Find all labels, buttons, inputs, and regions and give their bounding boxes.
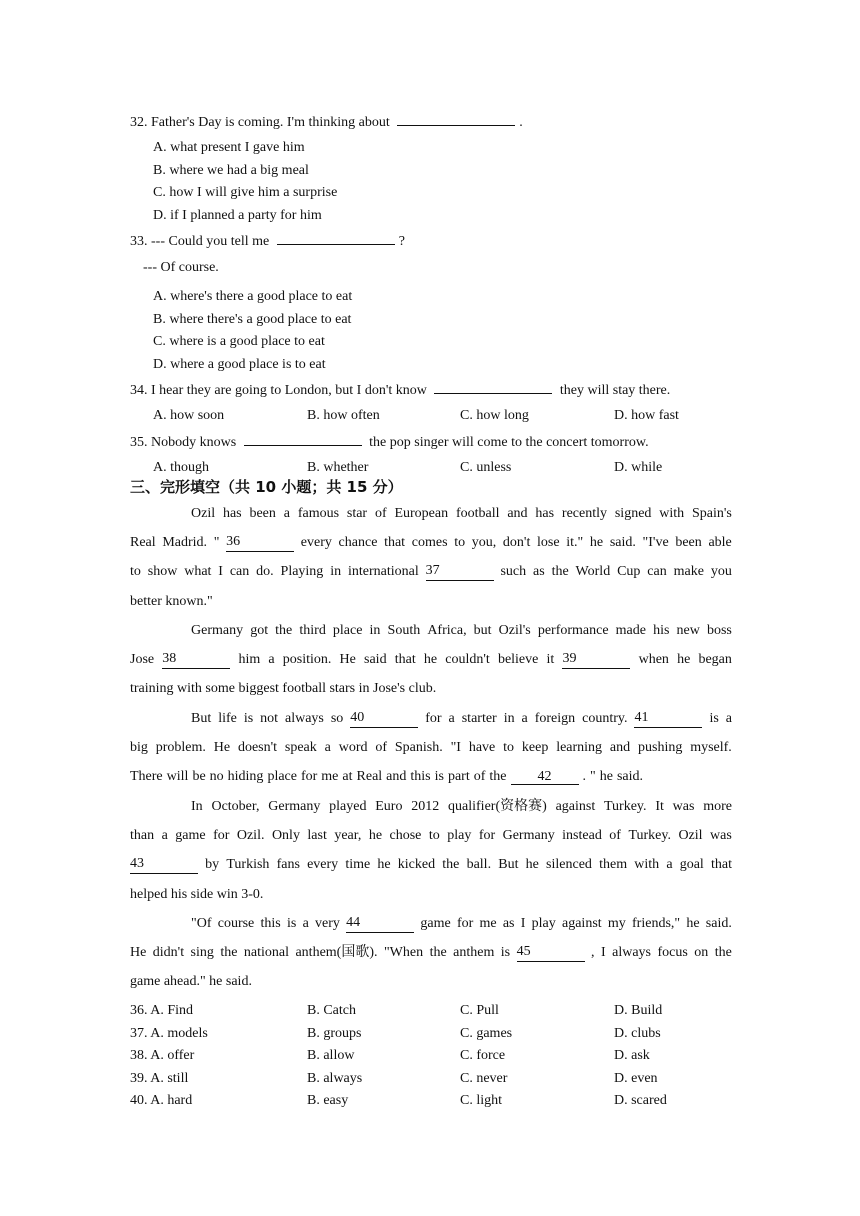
passage-word: play bbox=[447, 828, 472, 844]
passage-word: third bbox=[299, 623, 326, 638]
passage-line bbox=[130, 739, 732, 757]
question-text: Nobody knows bbox=[151, 435, 237, 450]
passage-word: show bbox=[147, 564, 178, 580]
question-33-stem bbox=[130, 230, 405, 251]
passage-word: very bbox=[315, 916, 340, 931]
passage-word: learning bbox=[556, 740, 603, 756]
passage-word: with bbox=[634, 857, 660, 873]
passage-word: he bbox=[377, 857, 391, 873]
passage-word: do. bbox=[256, 564, 274, 580]
passage-word: he bbox=[525, 857, 539, 873]
passage-word: Jose bbox=[130, 652, 155, 668]
cloze-option: 37. A. models bbox=[130, 1025, 208, 1041]
passage-word: Ozil bbox=[191, 506, 216, 521]
passage-word: no bbox=[209, 769, 224, 785]
passage-word: has bbox=[535, 506, 555, 521]
option-c: C. where is a good place to eat bbox=[153, 334, 325, 349]
passage-word: that bbox=[384, 535, 406, 551]
passage-word: said. bbox=[609, 535, 636, 551]
passage-word: game bbox=[175, 828, 206, 844]
passage-word: them bbox=[599, 857, 628, 873]
passage-word: Germany bbox=[268, 799, 321, 814]
question-34-stem bbox=[130, 379, 670, 400]
passage-word: big bbox=[130, 740, 148, 756]
passage-word: is bbox=[434, 769, 444, 785]
passage-word: " bbox=[590, 769, 596, 785]
passage-word: 2012 bbox=[411, 799, 440, 814]
passage-word: "I've bbox=[642, 535, 669, 551]
passage-word: believe bbox=[497, 652, 539, 668]
passage-word: "Of bbox=[191, 916, 212, 931]
passage-word: ball. bbox=[466, 857, 492, 873]
passage-word: chose bbox=[389, 828, 422, 844]
passage-word: I bbox=[601, 945, 606, 961]
passage-word: of bbox=[609, 828, 621, 844]
passage-word: make bbox=[673, 564, 704, 580]
answer-blank bbox=[434, 379, 552, 394]
passage-word: a bbox=[725, 711, 732, 726]
option-d: D. how fast bbox=[614, 408, 679, 423]
passage-line bbox=[130, 651, 732, 669]
passage-line bbox=[130, 944, 732, 962]
passage-word: a bbox=[448, 711, 455, 726]
passage-word: more bbox=[703, 799, 732, 814]
passage-word: in bbox=[369, 623, 381, 638]
passage-word: a bbox=[666, 857, 673, 873]
passage-word: , bbox=[591, 945, 595, 961]
passage-line: better known." bbox=[130, 593, 213, 609]
passage-word: than bbox=[130, 828, 155, 844]
passage-word: for bbox=[456, 916, 474, 931]
passage-word: I bbox=[218, 564, 223, 580]
passage-word: a bbox=[521, 711, 528, 726]
question-text: Father's Day is coming. I'm thinking about bbox=[151, 115, 390, 130]
passage-word: what bbox=[184, 564, 212, 580]
passage-word: and bbox=[507, 506, 528, 521]
passage-word: the bbox=[442, 857, 460, 873]
cloze-blank-36: 36 bbox=[226, 534, 294, 552]
option-a: A. though bbox=[153, 460, 209, 475]
passage-word: time bbox=[345, 857, 371, 873]
cloze-blank-40: 40 bbox=[350, 710, 418, 728]
passage-word: the bbox=[429, 945, 447, 961]
passage-line bbox=[130, 856, 732, 874]
passage-word: of bbox=[473, 769, 486, 785]
passage-word: qualifier(资格赛) bbox=[448, 799, 547, 814]
passage-word: been bbox=[675, 535, 702, 551]
cloze-option: B. groups bbox=[307, 1025, 362, 1041]
passage-word: Ozil. bbox=[236, 828, 265, 844]
cloze-blank-42: 42 bbox=[511, 769, 579, 785]
passage-word: Turkey. bbox=[628, 828, 671, 844]
passage-word: to bbox=[130, 564, 141, 580]
passage-word: . bbox=[582, 769, 587, 785]
cloze-blank-41: 41 bbox=[634, 710, 702, 728]
cloze-blank-38: 38 bbox=[162, 651, 230, 669]
passage-line bbox=[191, 505, 732, 523]
question-text-after: ? bbox=[398, 234, 405, 249]
passage-word: chance bbox=[338, 535, 378, 551]
cloze-option: D. even bbox=[614, 1070, 658, 1086]
passage-word: the bbox=[275, 623, 293, 638]
passage-word: said. bbox=[616, 769, 644, 785]
passage-word: But bbox=[191, 711, 212, 726]
passage-word: Turkey. bbox=[604, 799, 647, 814]
passage-word: last bbox=[307, 828, 327, 844]
passage-word: can bbox=[647, 564, 667, 580]
passage-word: anthem(国歌). bbox=[295, 945, 378, 961]
passage-word: for bbox=[478, 828, 496, 844]
passage-word: me bbox=[479, 916, 497, 931]
passage-word: of bbox=[374, 506, 387, 521]
passage-word: he bbox=[686, 916, 700, 931]
passage-word: performance bbox=[537, 623, 609, 638]
passage-word: don't bbox=[502, 535, 531, 551]
dialog-reply: --- Of course. bbox=[143, 260, 219, 275]
passage-word: it." bbox=[566, 535, 584, 551]
passage-word: got bbox=[250, 623, 269, 638]
passage-word: position. bbox=[282, 652, 332, 668]
passage-word: the bbox=[220, 945, 238, 961]
passage-word: a bbox=[324, 740, 331, 756]
passage-word: against bbox=[555, 799, 596, 814]
question-text-after: they will stay there. bbox=[559, 383, 671, 398]
passage-word: In bbox=[191, 799, 203, 814]
passage-word: that bbox=[711, 857, 732, 873]
passage-word: made bbox=[615, 623, 646, 638]
option-a: A. how soon bbox=[153, 408, 225, 423]
passage-line bbox=[191, 710, 732, 728]
answer-blank bbox=[277, 230, 395, 245]
passage-word: place bbox=[267, 769, 297, 785]
passage-word: But bbox=[498, 857, 519, 873]
passage-word: lose bbox=[537, 535, 560, 551]
passage-word: national bbox=[243, 945, 290, 961]
passage-word: new bbox=[676, 623, 700, 638]
option-b: B. where we had a big meal bbox=[153, 163, 309, 178]
question-text: I hear they are going to London, but I don't know bbox=[151, 383, 427, 398]
passage-word: myself. bbox=[690, 740, 732, 756]
passage-word: is bbox=[286, 916, 297, 931]
passage-line bbox=[130, 768, 732, 786]
passage-word: was bbox=[672, 799, 695, 814]
section-title: 三、完形填空（共 10 小题；共 15 分） bbox=[130, 478, 403, 496]
passage-word: goal bbox=[679, 857, 704, 873]
cloze-blank-37: 37 bbox=[426, 563, 494, 581]
passage-word: focus bbox=[657, 945, 688, 961]
passage-word: with bbox=[659, 506, 685, 521]
question-text-after: . bbox=[519, 115, 523, 130]
passage-line bbox=[191, 798, 732, 816]
cloze-option: D. Build bbox=[614, 1003, 663, 1018]
passage-word: Spanish. bbox=[394, 740, 443, 756]
cloze-option: 39. A. still bbox=[130, 1070, 189, 1086]
passage-word: instead bbox=[562, 828, 602, 844]
passage-line bbox=[130, 827, 732, 845]
passage-word: Euro bbox=[375, 799, 403, 814]
passage-word: he bbox=[677, 652, 691, 668]
cloze-option: B. easy bbox=[307, 1093, 349, 1109]
passage-word: for bbox=[213, 828, 230, 844]
passage-word: be bbox=[192, 769, 206, 785]
passage-word: place bbox=[332, 623, 363, 638]
question-number: 33. bbox=[130, 234, 148, 249]
passage-word: star bbox=[346, 506, 368, 521]
passage-word: so bbox=[330, 711, 344, 726]
passage-word: Real bbox=[130, 535, 156, 551]
passage-word: will bbox=[166, 769, 189, 785]
cloze-option: C. light bbox=[460, 1093, 503, 1109]
passage-word: said. bbox=[705, 916, 732, 931]
passage-word: a bbox=[283, 506, 290, 521]
passage-word: country. bbox=[582, 711, 628, 726]
cloze-option: C. games bbox=[460, 1025, 513, 1041]
passage-line bbox=[191, 915, 732, 933]
passage-word: didn't bbox=[152, 945, 185, 961]
passage-word: me bbox=[321, 769, 339, 785]
passage-word: but bbox=[473, 623, 492, 638]
passage-word: by bbox=[205, 857, 220, 873]
passage-line: helped his side win 3-0. bbox=[130, 886, 264, 902]
passage-word: friends," bbox=[632, 916, 681, 931]
passage-word: couldn't bbox=[445, 652, 490, 668]
cloze-option: B. Catch bbox=[307, 1003, 356, 1018]
option-c: C. how long bbox=[460, 408, 529, 423]
cloze-blank-44: 44 bbox=[346, 915, 414, 933]
cloze-option: 38. A. offer bbox=[130, 1048, 195, 1064]
passage-word: South bbox=[387, 623, 421, 638]
passage-word: I bbox=[520, 916, 526, 931]
passage-word: that bbox=[394, 652, 416, 668]
passage-word: October, bbox=[211, 799, 260, 814]
option-d: D. while bbox=[614, 460, 663, 475]
option-b: B. whether bbox=[307, 460, 369, 475]
question-32-stem bbox=[130, 111, 523, 132]
passage-word: play bbox=[531, 916, 556, 931]
passage-word: and bbox=[386, 769, 407, 785]
passage-word: game bbox=[420, 916, 451, 931]
option-b: B. how often bbox=[307, 408, 380, 423]
question-number: 35. bbox=[130, 435, 148, 450]
passage-word: in bbox=[503, 711, 515, 726]
passage-word: you, bbox=[471, 535, 497, 551]
passage-word: him bbox=[238, 652, 261, 668]
passage-word: as bbox=[502, 916, 515, 931]
passage-word: He bbox=[130, 945, 147, 961]
passage-word: been bbox=[249, 506, 276, 521]
passage-word: a bbox=[302, 916, 309, 931]
passage-word: at bbox=[342, 769, 353, 785]
passage-word: he bbox=[589, 535, 604, 551]
passage-word: signed bbox=[614, 506, 652, 521]
passage-word: year, bbox=[334, 828, 362, 844]
passage-word: doesn't bbox=[237, 740, 278, 756]
option-b: B. where there's a good place to eat bbox=[153, 312, 352, 327]
passage-word: kicked bbox=[397, 857, 436, 873]
passage-word: famous bbox=[297, 506, 340, 521]
passage-line bbox=[191, 622, 732, 640]
passage-word: and bbox=[609, 740, 631, 756]
passage-word: the bbox=[714, 945, 732, 961]
passage-word: is bbox=[243, 711, 254, 726]
passage-word: began bbox=[698, 652, 732, 668]
passage-word: Germany bbox=[502, 828, 555, 844]
passage-word: Real bbox=[356, 769, 383, 785]
passage-word: the bbox=[551, 564, 569, 580]
passage-word: this bbox=[260, 916, 281, 931]
passage-word: starter bbox=[461, 711, 497, 726]
passage-word: you bbox=[710, 564, 732, 580]
passage-word: comes bbox=[411, 535, 448, 551]
passage-word: football bbox=[455, 506, 500, 521]
passage-word: "I bbox=[450, 740, 461, 756]
passage-word: the bbox=[489, 769, 507, 785]
passage-word: this bbox=[410, 769, 431, 785]
passage-line bbox=[130, 563, 732, 581]
passage-word: such bbox=[500, 564, 527, 580]
passage-word: against bbox=[562, 916, 602, 931]
cloze-option: B. always bbox=[307, 1070, 363, 1086]
passage-word: silenced bbox=[546, 857, 592, 873]
passage-word: Cup bbox=[617, 564, 641, 580]
passage-word: able bbox=[708, 535, 732, 551]
passage-word: pushing bbox=[638, 740, 683, 756]
passage-word: Germany bbox=[191, 623, 244, 638]
passage-word: a bbox=[161, 828, 168, 844]
passage-word: keep bbox=[521, 740, 549, 756]
passage-line bbox=[130, 534, 732, 552]
passage-line: training with some biggest football stars in Jose's club. bbox=[130, 681, 437, 697]
passage-line: game ahead." he said. bbox=[130, 974, 252, 990]
passage-word: always bbox=[612, 945, 652, 961]
passage-word: as bbox=[533, 564, 545, 580]
passage-word: foreign bbox=[534, 711, 576, 726]
option-a: A. where's there a good place to eat bbox=[153, 289, 353, 304]
passage-word: recently bbox=[561, 506, 608, 521]
option-d: D. if I planned a party for him bbox=[153, 208, 322, 223]
passage-word: World bbox=[575, 564, 611, 580]
passage-word: my bbox=[607, 916, 626, 931]
passage-word: not bbox=[260, 711, 279, 726]
passage-word: in bbox=[330, 564, 342, 580]
passage-word: Spain's bbox=[692, 506, 732, 521]
passage-word: every bbox=[307, 857, 339, 873]
passage-word: Playing bbox=[280, 564, 324, 580]
cloze-option: B. allow bbox=[307, 1048, 355, 1064]
option-c: C. how I will give him a surprise bbox=[153, 185, 338, 200]
passage-word: European bbox=[394, 506, 449, 521]
passage-word: There bbox=[130, 769, 163, 785]
passage-word: of bbox=[375, 740, 388, 756]
passage-word: his bbox=[653, 623, 670, 638]
passage-word: for bbox=[425, 711, 442, 726]
passage-word: he bbox=[599, 769, 613, 785]
passage-word: Only bbox=[271, 828, 300, 844]
passage-word: speak bbox=[284, 740, 317, 756]
passage-word: It bbox=[655, 799, 664, 814]
passage-word: to bbox=[454, 535, 466, 551]
passage-word: Ozil's bbox=[498, 623, 531, 638]
cloze-blank-45: 45 bbox=[517, 944, 585, 962]
passage-word: boss bbox=[706, 623, 732, 638]
passage-word: fans bbox=[276, 857, 300, 873]
answer-blank bbox=[397, 111, 515, 126]
passage-word: he bbox=[423, 652, 438, 668]
passage-word: when bbox=[638, 652, 669, 668]
answer-blank bbox=[244, 431, 362, 446]
passage-word: it bbox=[546, 652, 555, 668]
passage-word: hiding bbox=[227, 769, 264, 785]
question-text-after: the pop singer will come to the concert tomorrow. bbox=[369, 435, 649, 450]
cloze-option: C. force bbox=[460, 1048, 506, 1064]
passage-word: he bbox=[368, 828, 383, 844]
cloze-option: C. never bbox=[460, 1070, 508, 1086]
passage-word: He bbox=[339, 652, 356, 668]
passage-word: Madrid. bbox=[162, 535, 208, 551]
cloze-option: C. Pull bbox=[460, 1003, 499, 1018]
passage-word: course bbox=[217, 916, 255, 931]
passage-word: international bbox=[347, 564, 419, 580]
passage-word: every bbox=[300, 535, 332, 551]
passage-word: to bbox=[428, 828, 440, 844]
question-number: 34. bbox=[130, 383, 148, 398]
passage-word: have bbox=[468, 740, 496, 756]
option-a: A. what present I gave him bbox=[153, 140, 305, 155]
passage-word: played bbox=[329, 799, 367, 814]
passage-word: word bbox=[338, 740, 368, 756]
passage-word: is bbox=[709, 711, 719, 726]
passage-word: Turkish bbox=[226, 857, 270, 873]
cloze-option: D. ask bbox=[614, 1048, 650, 1064]
passage-word: sing bbox=[190, 945, 214, 961]
cloze-blank-39: 39 bbox=[562, 651, 630, 669]
passage-word: always bbox=[285, 711, 324, 726]
question-number: 32. bbox=[130, 115, 148, 130]
passage-word: He bbox=[213, 740, 231, 756]
passage-word: " bbox=[213, 535, 220, 551]
option-d: D. where a good place is to eat bbox=[153, 357, 326, 372]
passage-word: to bbox=[503, 740, 515, 756]
passage-word: life bbox=[218, 711, 237, 726]
passage-word: on bbox=[694, 945, 709, 961]
cloze-option: 36. A. Find bbox=[130, 1003, 194, 1018]
cloze-option: D. clubs bbox=[614, 1025, 661, 1041]
passage-word: a bbox=[268, 652, 275, 668]
cloze-option: D. scared bbox=[614, 1093, 667, 1109]
passage-word: anthem bbox=[453, 945, 495, 961]
passage-word: "When bbox=[383, 945, 424, 961]
passage-word: problem. bbox=[155, 740, 206, 756]
cloze-option: 40. A. hard bbox=[130, 1093, 193, 1109]
passage-word: is bbox=[500, 945, 511, 961]
passage-word: was bbox=[710, 828, 732, 844]
passage-word: part bbox=[447, 769, 470, 785]
passage-word: for bbox=[300, 769, 318, 785]
cloze-blank-43: 43 bbox=[130, 856, 198, 874]
option-c: C. unless bbox=[460, 460, 512, 475]
passage-word: has bbox=[222, 506, 242, 521]
question-35-stem bbox=[130, 431, 649, 452]
passage-word: Ozil bbox=[678, 828, 703, 844]
passage-word: said bbox=[364, 652, 387, 668]
passage-word: Africa, bbox=[427, 623, 467, 638]
passage-word: can bbox=[229, 564, 250, 580]
question-text: --- Could you tell me bbox=[151, 234, 270, 249]
